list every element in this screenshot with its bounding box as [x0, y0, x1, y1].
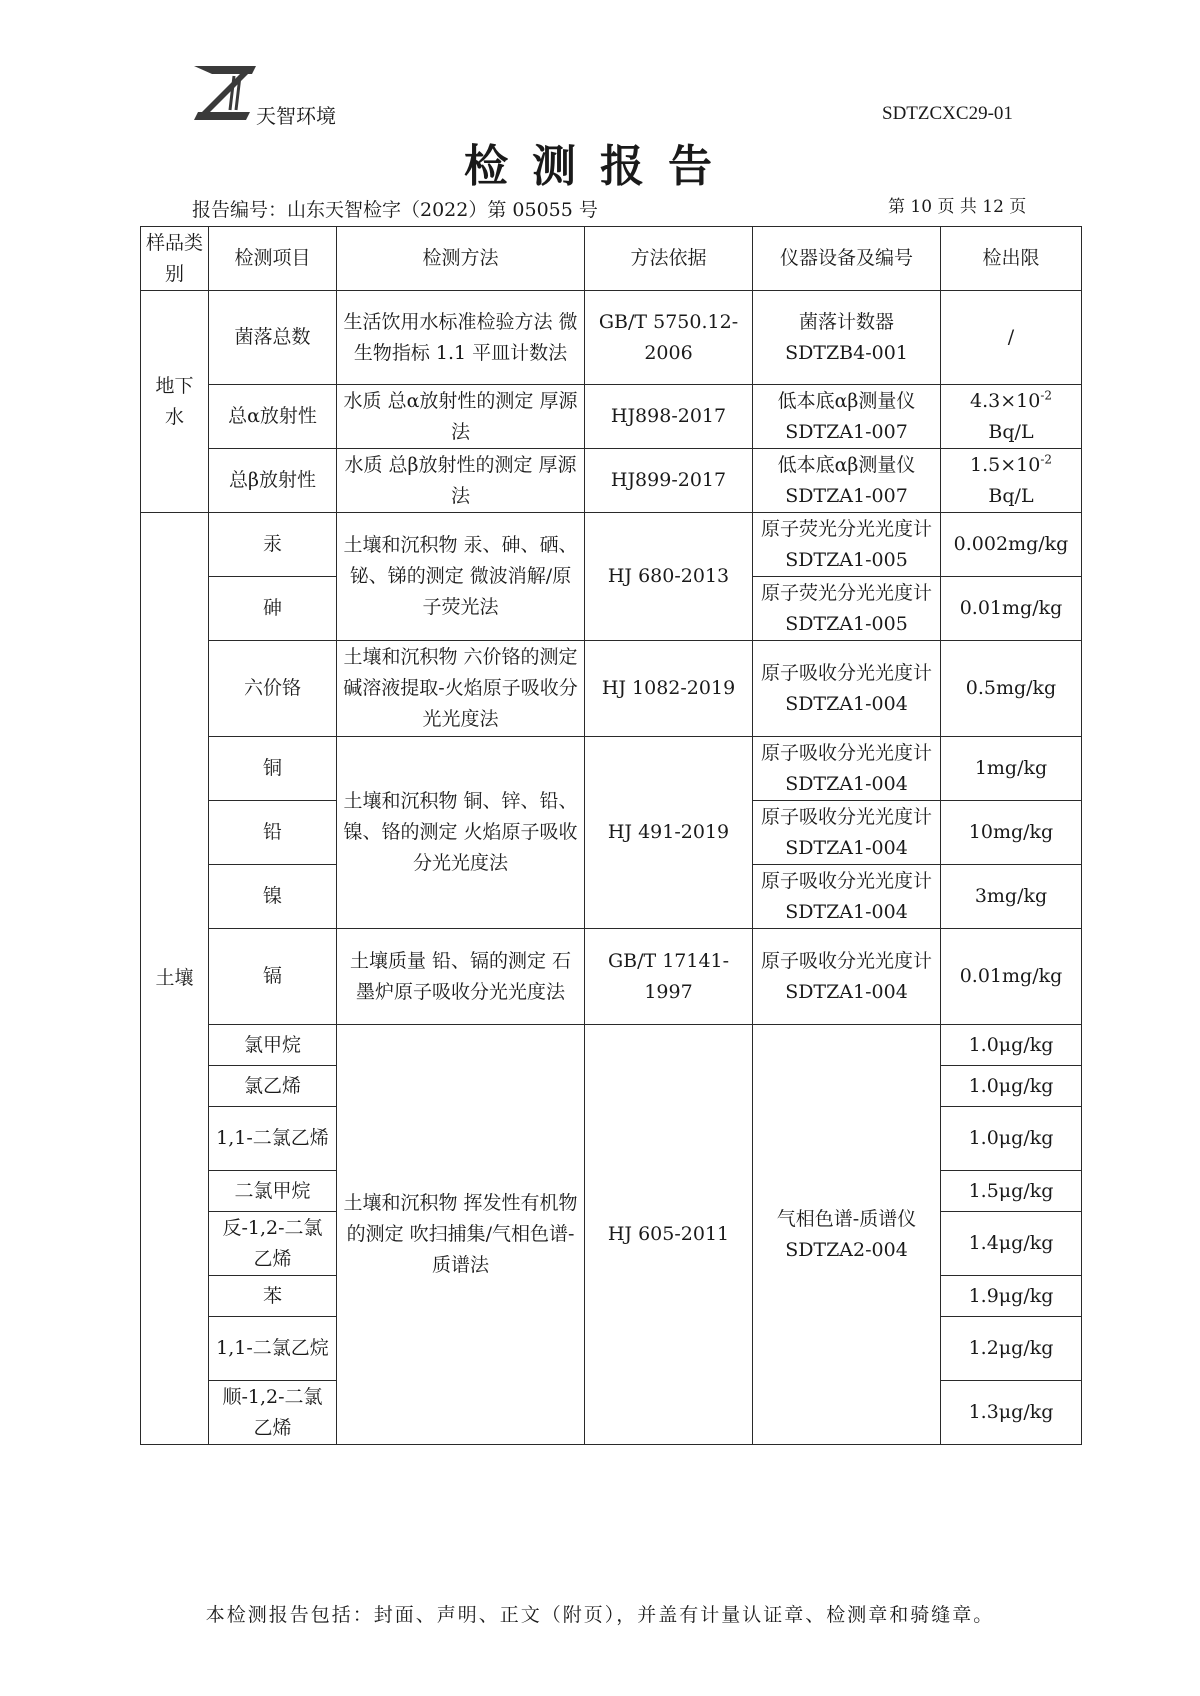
header-sample-category: 样品类别: [141, 227, 209, 291]
detection-limit: 1.3μg/kg: [941, 1381, 1082, 1445]
test-item: 1,1-二氯乙烯: [209, 1107, 337, 1171]
sample-category-soil: 土壤: [141, 513, 209, 1445]
test-item: 总β放射性: [209, 449, 337, 513]
test-method: 土壤质量 铅、镉的测定 石墨炉原子吸收分光光度法: [337, 929, 585, 1025]
detection-limit: 1.0μg/kg: [941, 1107, 1082, 1171]
detection-limit: 0.01mg/kg: [941, 929, 1082, 1025]
limit-exponent: -2: [1040, 452, 1053, 467]
test-item: 铅: [209, 801, 337, 865]
instrument: 低本底αβ测量仪 SDTZA1-007: [753, 385, 941, 449]
header-instrument: 仪器设备及编号: [753, 227, 941, 291]
test-item: 镍: [209, 865, 337, 929]
test-method: 水质 总β放射性的测定 厚源法: [337, 449, 585, 513]
test-item: 1,1-二氯乙烷: [209, 1317, 337, 1381]
table-row: [141, 291, 1082, 385]
report-title: 检测报告: [464, 141, 736, 192]
method-basis: HJ899-2017: [585, 449, 753, 513]
test-item: 二氯甲烷: [209, 1171, 337, 1212]
detection-limit: 0.5mg/kg: [941, 641, 1082, 737]
test-method: 生活饮用水标准检验方法 微生物指标 1.1 平皿计数法: [337, 291, 585, 385]
test-method: 土壤和沉积物 铜、锌、铅、镍、铬的测定 火焰原子吸收分光光度法: [337, 737, 585, 929]
table-header-row: [141, 227, 1082, 291]
test-item: 苯: [209, 1276, 337, 1317]
limit-unit: Bq/L: [988, 420, 1034, 443]
header-detection-limit: 检出限: [941, 227, 1082, 291]
method-basis: HJ 491-2019: [585, 737, 753, 929]
test-methods-table: [140, 226, 1082, 1445]
detection-limit: [941, 385, 1082, 449]
report-number: 报告编号：山东天智检字（2022）第 05055 号: [192, 199, 598, 221]
instrument: 原子荧光分光光度计 SDTZA1-005: [753, 577, 941, 641]
page-info: 第 10 页 共 12 页: [888, 197, 1027, 217]
detection-limit: 0.002mg/kg: [941, 513, 1082, 577]
header-test-method: 检测方法: [337, 227, 585, 291]
report-footer-note: 本检测报告包括：封面、声明、正文（附页），并盖有计量认证章、检测章和骑缝章。: [205, 1604, 995, 1626]
instrument: 气相色谱-质谱仪 SDTZA2-004: [753, 1025, 941, 1445]
table-row: [141, 513, 1082, 577]
test-item: 铜: [209, 737, 337, 801]
test-item: 氯甲烷: [209, 1025, 337, 1066]
document-code: SDTZCXC29-01: [882, 103, 1013, 124]
test-method: 土壤和沉积物 挥发性有机物的测定 吹扫捕集/气相色谱-质谱法: [337, 1025, 585, 1445]
method-basis: HJ 605-2011: [585, 1025, 753, 1445]
test-method: 土壤和沉积物 汞、砷、硒、铋、锑的测定 微波消解/原子荧光法: [337, 513, 585, 641]
limit-base: 1.5×10: [969, 453, 1041, 476]
header-method-basis: 方法依据: [585, 227, 753, 291]
instrument: 原子吸收分光光度计 SDTZA1-004: [753, 929, 941, 1025]
method-basis: HJ898-2017: [585, 385, 753, 449]
detection-limit: 1.4μg/kg: [941, 1212, 1082, 1276]
sample-category-groundwater: 地下水: [141, 291, 209, 513]
limit-unit: Bq/L: [988, 484, 1034, 507]
detection-limit: 1.9μg/kg: [941, 1276, 1082, 1317]
company-name: 天智环境: [256, 104, 336, 128]
instrument: 菌落计数器 SDTZB4-001: [753, 291, 941, 385]
method-basis: HJ 1082-2019: [585, 641, 753, 737]
detection-limit: /: [941, 291, 1082, 385]
test-item: 菌落总数: [209, 291, 337, 385]
instrument: 原子吸收分光光度计 SDTZA1-004: [753, 737, 941, 801]
test-item: 汞: [209, 513, 337, 577]
test-item: 砷: [209, 577, 337, 641]
test-item: 反-1,2-二氯乙烯: [209, 1212, 337, 1276]
method-basis: HJ 680-2013: [585, 513, 753, 641]
test-item: 顺-1,2-二氯乙烯: [209, 1381, 337, 1445]
detection-limit: 3mg/kg: [941, 865, 1082, 929]
test-item: 总α放射性: [209, 385, 337, 449]
detection-limit: 1.0μg/kg: [941, 1025, 1082, 1066]
limit-base: 4.3×10: [969, 389, 1041, 412]
test-method: 水质 总α放射性的测定 厚源法: [337, 385, 585, 449]
detection-limit: 1.2μg/kg: [941, 1317, 1082, 1381]
detection-limit: 1.5μg/kg: [941, 1171, 1082, 1212]
header-test-item: 检测项目: [209, 227, 337, 291]
table-row: [141, 641, 1082, 737]
method-basis: GB/T 17141-1997: [585, 929, 753, 1025]
test-method: 土壤和沉积物 六价铬的测定 碱溶液提取-火焰原子吸收分光光度法: [337, 641, 585, 737]
table-row: [141, 929, 1082, 1025]
detection-limit: [941, 449, 1082, 513]
instrument: 原子吸收分光光度计 SDTZA1-004: [753, 801, 941, 865]
table-row: [141, 737, 1082, 801]
detection-limit: 1.0μg/kg: [941, 1066, 1082, 1107]
instrument: 原子吸收分光光度计 SDTZA1-004: [753, 865, 941, 929]
detection-limit: 1mg/kg: [941, 737, 1082, 801]
instrument: 原子吸收分光光度计 SDTZA1-004: [753, 641, 941, 737]
method-basis: GB/T 5750.12-2006: [585, 291, 753, 385]
test-item: 六价铬: [209, 641, 337, 737]
table-row: [141, 1025, 1082, 1066]
table-row: [141, 449, 1082, 513]
detection-limit: 10mg/kg: [941, 801, 1082, 865]
limit-exponent: -2: [1040, 388, 1053, 403]
test-item: 氯乙烯: [209, 1066, 337, 1107]
test-item: 镉: [209, 929, 337, 1025]
company-logo: [190, 62, 260, 122]
detection-limit: 0.01mg/kg: [941, 577, 1082, 641]
instrument: 原子荧光分光光度计 SDTZA1-005: [753, 513, 941, 577]
instrument: 低本底αβ测量仪 SDTZA1-007: [753, 449, 941, 513]
table-row: [141, 385, 1082, 449]
